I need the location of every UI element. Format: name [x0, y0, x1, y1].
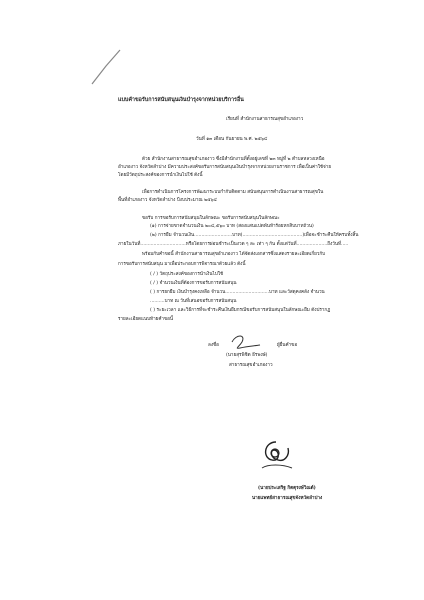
signature-1-label: ลงชื่อ [208, 343, 219, 348]
date-line: วันที่ ๑๓ เดือน กันยายน พ.ศ. ๒๕๖๔ [196, 137, 268, 142]
checklist-item-3-continued: ..........บาท ณ วันที่เสนอขอรับการสนับสนุน [150, 299, 237, 304]
paragraph-4-line-1: พร้อมกับคำขอนี้ สำนักงานสาธารณสุขอำเภองาว ได้จัดส่งเอกสารซึ่งแสดงรายละเอียดเกี่ยวกับ [142, 252, 326, 257]
signature-2-name: (นายประเสริฐ กิตตุรงษ์วิณต์) [258, 486, 316, 491]
handwritten-signature-1 [226, 332, 268, 354]
checklist-item-4-continued: รายละเอียดแนบท้ายคำขอนี้ [118, 317, 174, 322]
paragraph-2-line-2: พื้นที่อำเภองาว จังหวัดลำปาง ปีงบประมาณ ๒๕๖๔ [118, 198, 218, 203]
checklist-item-3: ( ) การยกยืม เงินบำรุงคงเหลือ จำนวน..............................บาท และวัสดุคงคลัง จำนวน [150, 290, 325, 295]
checklist-item-1: ( / ) วัตถุประสงค์ของการนำเงินไปใช้ [150, 272, 224, 277]
checklist-item-4: ( ) ระยะเวลา และวิธีการที่จะชำระคืนเงินยืมกรณีขอรับการสนับสนุนในลักษณะยืม ดังปรากฏ [150, 308, 331, 313]
paragraph-2-line-1: เพื่อการดำเนินการโครงการพัฒนาระบบกำกับติดตาม สนับสนุนการดำเนินงานสาธารณสุขใน [142, 190, 324, 195]
signature-1-title: สาธารณสุขอำเภองาว [229, 363, 273, 368]
checklist-item-2: ( / ) จำนวนเงินที่ต้องการขอรับการสนับสนุน [150, 281, 237, 286]
paragraph-1-line-3: โดยมีวัตถุประสงค์ของการนำเงินไปใช้ ดังนี้ [118, 173, 203, 178]
paragraph-3-intro: ขอรับ การขอรับการสนับสนุนในลักษณะ ขอรับการสนับสนุนในลักษณะ [142, 216, 280, 221]
handwritten-signature-2 [258, 438, 296, 474]
paragraph-1-line-2: อำเภองาว จังหวัดลำปาง มีความประสงค์ขอรับการสนับสนุนเงินบำรุงจากหน่วยงานราชการ เพื่อเป็นค่าใช้จ่าย [118, 165, 332, 170]
support-item-1: (๑) การจ่ายขาดจำนวนเงิน ๒๐๔,๕๖๐ บาท (สองแสนแปดพันห้าร้อยหกสิบบาทถ้วน) [150, 224, 314, 229]
support-item-2-continued: ภายในวันที่...............................หรือโดยการผ่อนชำระเป็นงวด ๆ ละ เท่า ๆ กัน ตั้งแต่วันที่.....................ถึงวันที่..... [118, 242, 349, 247]
paragraph-1-line-1: ด้วย สำนักงานสาธารณสุขอำเภองาว ซึ่งมีสำนักงานที่ตั้งอยู่เลขที่ ๒๓ หมู่ที่ ๒ ตำบลหลวงเหนือ [142, 157, 325, 162]
support-item-2: (๒) การยืม จำนวนเงิน..........................บาท(.........................................)เพื่อจะชำระคืนให้ครบทั้งสิ้น [150, 233, 359, 238]
signature-1-name: (นายสุรพิชิต ธีรพงษ์) [226, 353, 268, 358]
signature-2-title: นายแพทย์สาธารณสุขจังหวัดลำปาง [252, 496, 323, 501]
addressee-line: เรียนที่ สำนักงานสาธารณสุขอำเภองาว [226, 117, 304, 122]
form-title: แบบคำขอรับการสนับสนุนเงินบำรุงจากหน่วยบริการอื่น [118, 97, 244, 103]
signature-1-role: ผู้ยื่นคำขอ [277, 343, 298, 348]
pen-stroke-mark [86, 48, 122, 88]
paragraph-4-line-2: การขอรับการสนับสนุน มาเพื่อประกอบการพิจารณาด้วยแล้ว ดังนี้ [118, 262, 246, 267]
